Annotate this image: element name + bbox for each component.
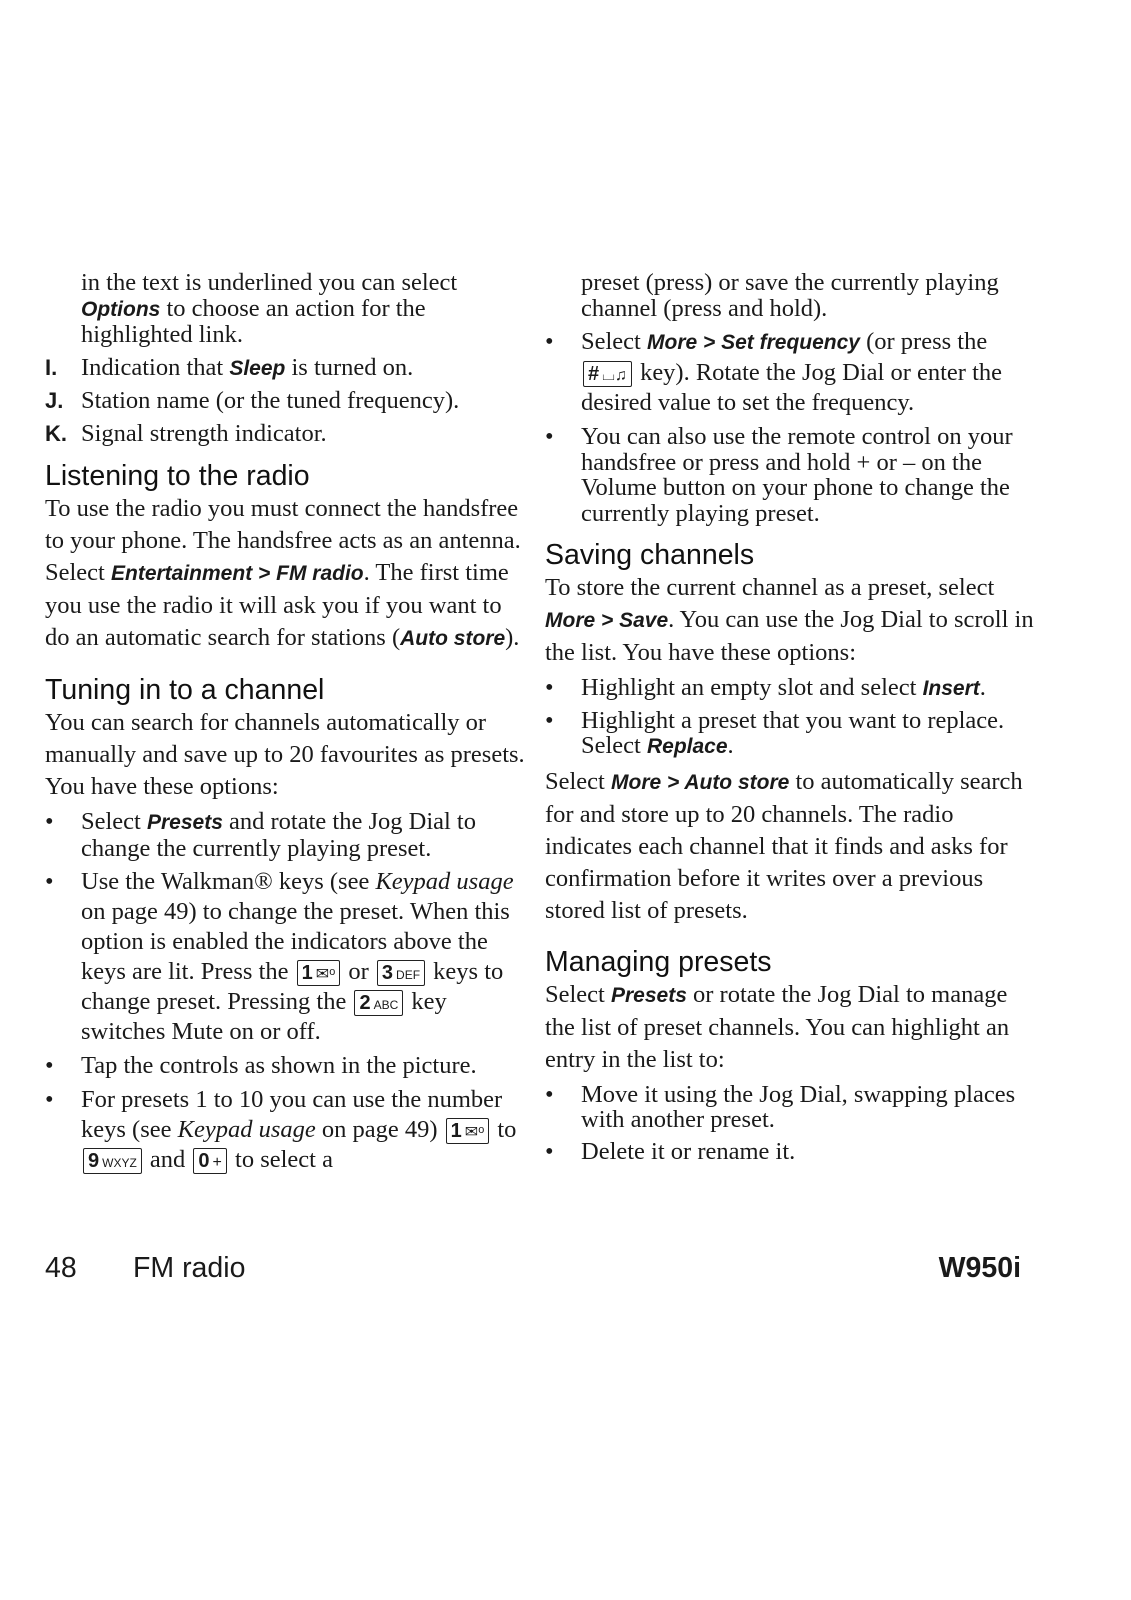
right-column (545, 270, 1035, 1164)
page-number: 48 (45, 1252, 77, 1284)
footer-model: W950i (938, 1252, 1021, 1284)
key-9-icon: 9 WXYZ (83, 1148, 142, 1174)
ui-term: Options (81, 297, 161, 321)
ui-term: Presets (611, 983, 687, 1007)
bullet-item: • Delete it or rename it. (545, 1137, 796, 1165)
footer-section-title: FM radio (133, 1252, 246, 1284)
list-item: J. Station name (or the tuned frequency). (45, 387, 460, 414)
bullet-item: • Select Presets and rotate the Jog Dial to change the currently playing preset. (45, 808, 476, 862)
bullet-item: • Select More > Set frequency (or press the # ⌴♫ key). Rotate the Jog Dial or enter the desired value to set the frequency. (545, 328, 1002, 416)
section-heading: Managing presets (545, 945, 772, 978)
bullet-item: • Use the Walkman® keys (see Keypad usage on page 49) to change the preset. When this option is enabled the indicators above the keys are lit. Press the 1 ✉ᵒ or 3 DEF keys to change preset. Pressing the 2 ABC key switches Mute on or off. (45, 868, 514, 1045)
paragraph: Select Presets or rotate the Jog Dial to manage the list of preset channels. You can highlight an entry in the list to: (545, 980, 1010, 1073)
section-heading: Listening to the radio (45, 460, 310, 492)
ui-term: Presets (147, 811, 223, 834)
key-3-icon: 3 DEF (377, 960, 425, 986)
ui-term: Auto store (400, 627, 506, 650)
section-heading: Tuning in to a channel (45, 674, 325, 706)
ui-term: Entertainment > FM radio (111, 562, 364, 585)
ui-term: More > Set frequency (647, 331, 860, 354)
key-2-icon: 2 ABC (354, 990, 403, 1016)
list-item: I. Indication that Sleep is turned on. (45, 353, 414, 381)
bullet-item: • Move it using the Jog Dial, swapping places with another preset. (545, 1080, 1016, 1133)
left-column (45, 270, 525, 1175)
paragraph: To use the radio you must connect the handsfree to your phone. The handsfree acts as an antenna. Select Entertainment > FM radio. The first time you use the radio it will ask you if you want to do an automatic search for stations (Auto store). (45, 495, 521, 651)
bullet-item: • Highlight an empty slot and select Insert. (545, 674, 986, 701)
paragraph: To store the current channel as a preset, select More > Save. You can use the Jog Dial to scroll in the list. You have these options: (545, 574, 1034, 666)
legend-list (45, 355, 525, 447)
list-item: K. Signal strength indicator. (45, 419, 327, 447)
bullet-item: • You can also use the remote control on your handsfree or press and hold + or – on the Volume button on your phone to change the currently playing preset. (545, 423, 1013, 527)
paragraph: Select More > Auto store to automatically search for and store up to 20 channels. The radio indicates each channel that it finds and asks for confirmation before it writes over a previous stored list of presets. (545, 767, 1023, 924)
ui-term: Insert (922, 677, 980, 700)
continued-paragraph: in the text is underlined you can select Options to choose an action for the highlighted link. (81, 269, 458, 348)
bullet-item: • For presets 1 to 10 you can use the number keys (see Keypad usage on page 49) 1 ✉ᵒ to 9 WXYZ and 0 + to select a (45, 1085, 517, 1173)
key-0-icon: 0 + (193, 1148, 226, 1174)
paragraph: You can search for channels automatically or manually and save up to 20 favourites as presets. You have these options: (45, 709, 525, 800)
ui-term: More > Save (545, 609, 669, 632)
bullet-item: • Highlight a preset that you want to replace. Select Replace. (545, 706, 1005, 759)
hash-key-icon: # ⌴♫ (583, 361, 632, 387)
bullet-item: • Tap the controls as shown in the picture. (45, 1052, 477, 1079)
key-1-icon: 1 ✉ᵒ (297, 960, 341, 986)
ui-term: More > Auto store (611, 770, 790, 794)
continued-paragraph: preset (press) or save the currently playing channel (press and hold). (581, 269, 999, 322)
ui-term: Sleep (229, 356, 286, 380)
ui-term: Replace (647, 735, 728, 758)
section-heading: Saving channels (545, 539, 755, 571)
key-1-icon: 1 ✉ᵒ (446, 1118, 490, 1144)
